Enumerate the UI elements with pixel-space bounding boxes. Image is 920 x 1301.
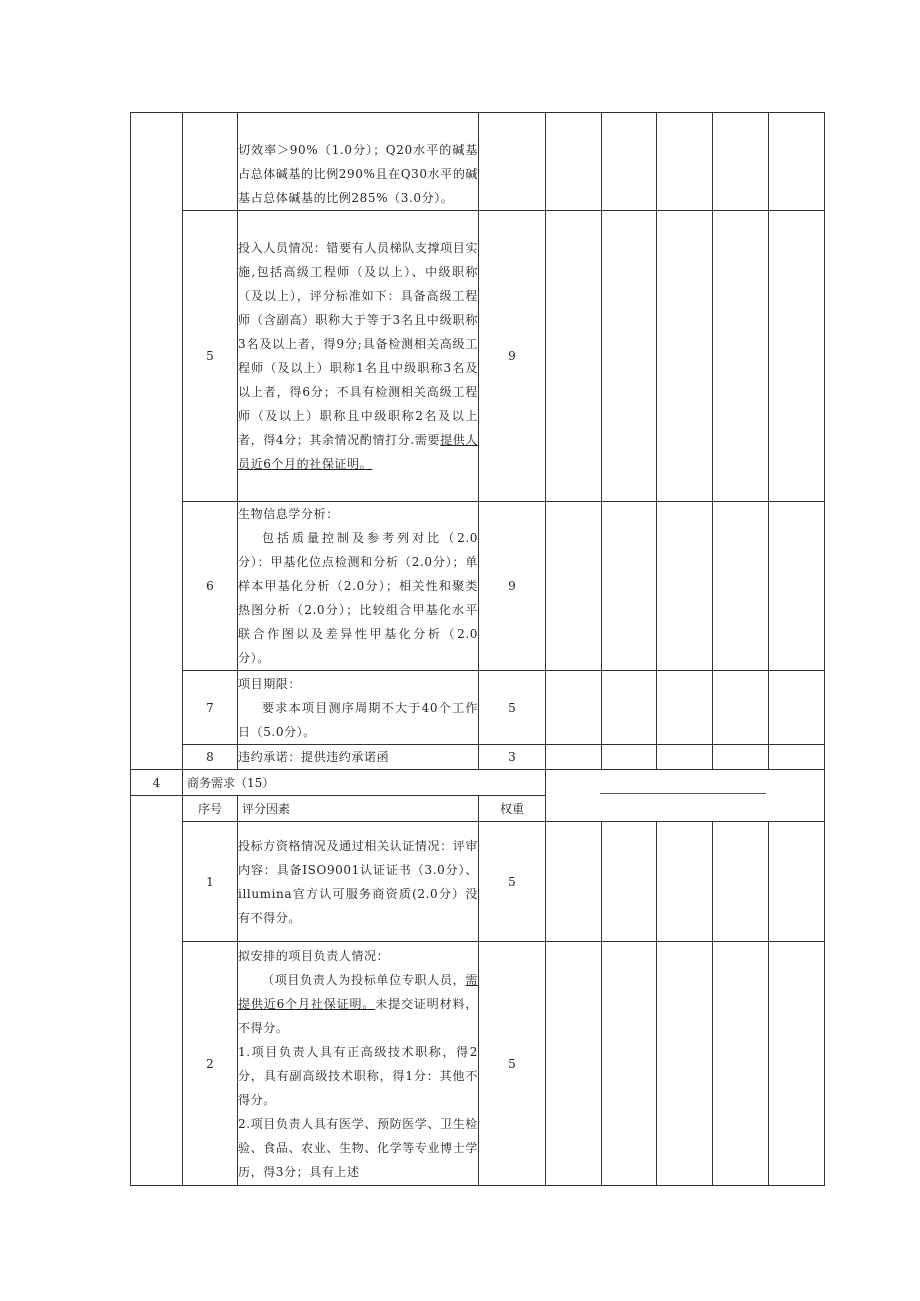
col-header-factor: 评分因素 bbox=[238, 796, 479, 822]
section-header-row bbox=[131, 770, 825, 796]
criteria-text: 投标方资格情况及通过相关认证情况：评审内容：具备ISO9001认证证书（3.0分）、illumina官方认可服务商资质(2.0分）没有不得分。 bbox=[238, 822, 479, 942]
weight-value: 3 bbox=[479, 745, 546, 770]
weight-value: 5 bbox=[479, 942, 546, 1186]
item-number: 7 bbox=[183, 671, 238, 745]
category-cell bbox=[131, 796, 183, 1186]
criteria-text: 切效率＞90%（1.0分）；Q20水平的碱基占总体碱基的比例290%且在Q30水平的碱基占总体碱基的比例285%（3.0分）。 bbox=[238, 113, 479, 211]
merged-blank-cell bbox=[546, 770, 825, 822]
col-header-seq: 序号 bbox=[183, 796, 238, 822]
table-row bbox=[131, 502, 825, 671]
item-number: 8 bbox=[183, 745, 238, 770]
category-cell bbox=[131, 113, 183, 770]
weight-value: 9 bbox=[479, 502, 546, 671]
item-number: 5 bbox=[183, 211, 238, 502]
item-number: 1 bbox=[183, 822, 238, 942]
scoring-table bbox=[130, 112, 825, 1186]
blank-line-divider bbox=[600, 793, 766, 794]
weight-value: 9 bbox=[479, 211, 546, 502]
weight-value: 5 bbox=[479, 822, 546, 942]
criteria-text: 项目期限： 要求本项目测序周期不大于40个工作日（5.0分）。 bbox=[238, 671, 479, 745]
section-number: 4 bbox=[131, 770, 183, 796]
table-row bbox=[131, 745, 825, 770]
table-row bbox=[131, 942, 825, 1186]
table-row bbox=[131, 211, 825, 502]
table-row bbox=[131, 671, 825, 745]
section-title: 商务需求（15） bbox=[183, 770, 546, 796]
criteria-text: 生物信息学分析： 包括质量控制及参考列对比（2.0分）：甲基化位点检测和分析（2.0分）；单样本甲基化分析（2.0分）；相关性和聚类热图分析（2.0分）；比较组合甲基化水平联合作图以及差异性甲基化分析（2.0分）。 bbox=[238, 502, 479, 671]
table-row bbox=[131, 113, 825, 211]
criteria-text: 违约承诺：提供违约承诺函 bbox=[238, 745, 479, 770]
item-number: 2 bbox=[183, 942, 238, 1186]
item-number: 6 bbox=[183, 502, 238, 671]
weight-value: 5 bbox=[479, 671, 546, 745]
criteria-text: 拟安排的项目负责人情况： （项目负责人为投标单位专职人员，需提供近6个月社保证明。未提交证明材料，不得分。 1.项目负责人具有正高级技术职称，得2分，具有副高级技术职称，得1分：其他不得分。 2.项目负责人具有医学、预防医学、卫生检验、食品、农业、生物、化学等专业博士学历，得3分；具有上述 bbox=[238, 942, 479, 1186]
table-row bbox=[131, 822, 825, 942]
criteria-text: 投入人员情况：错要有人员梯队支撑项目实施,包括高级工程师（及以上）、中级职称（及以上），评分标准如下：具备高级工程师（含副高）职称大于等于3名且中级职称3名及以上者，得9分;具备检测相关高级工程师（及以上）职称1名且中级职称3名及以上者，得6分；不具有检测相关高级工程师（及以上）职称且中级职称2名及以上者，得4分；其余情况酌情打分.需要提供人员近6个月的社保证明。 bbox=[238, 211, 479, 502]
col-header-weight: 权重 bbox=[479, 796, 546, 822]
